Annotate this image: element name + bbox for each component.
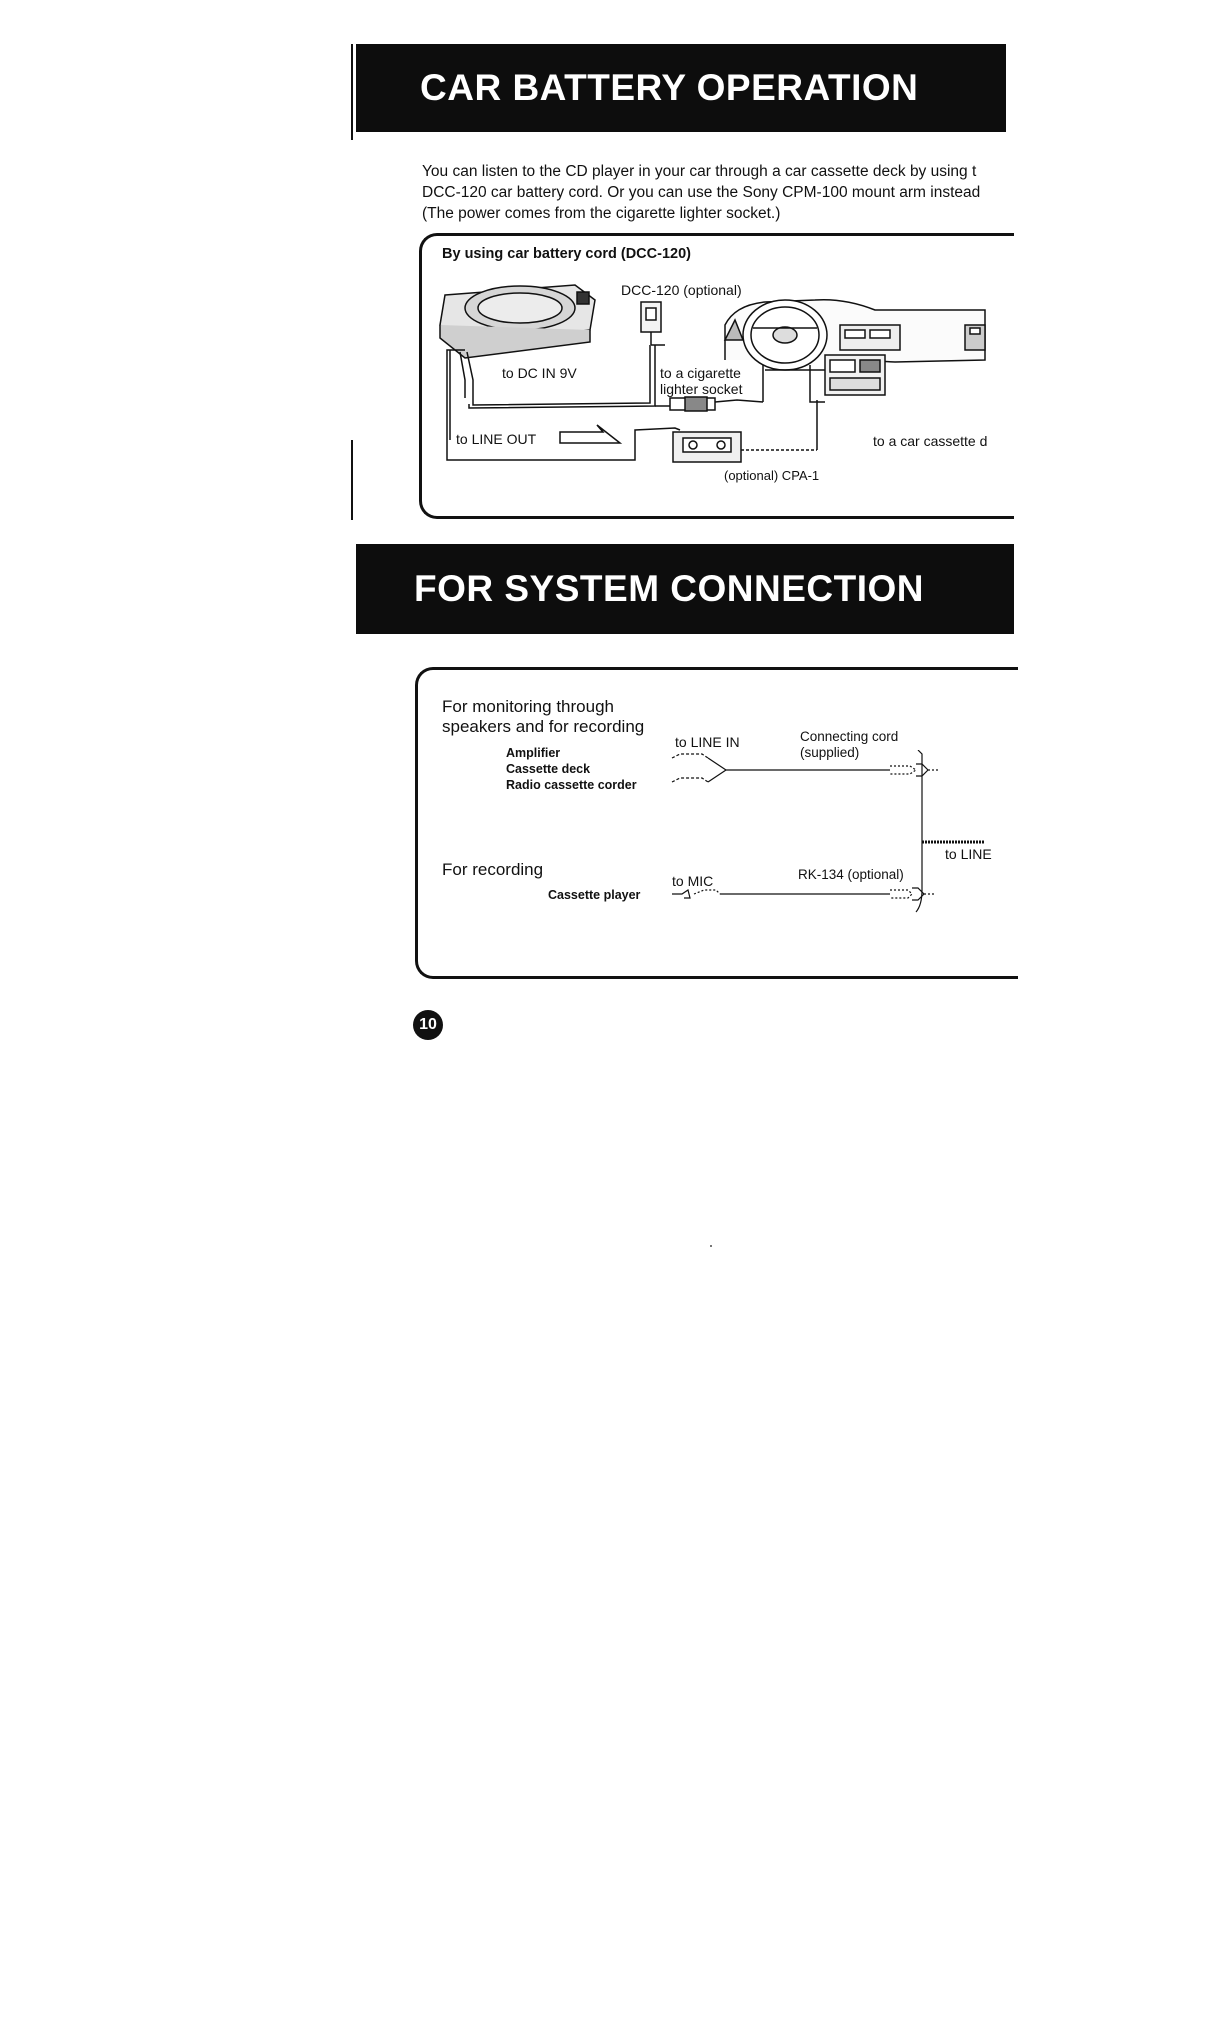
device-amplifier: Amplifier <box>506 746 561 760</box>
cd-player-illustration <box>440 285 595 358</box>
label-dc-in: to DC IN 9V <box>502 365 577 381</box>
intro-line: You can listen to the CD player in your car through a car cassette deck by using t <box>422 163 977 180</box>
label-cigarette-1: to a cigarette <box>660 365 741 381</box>
intro-paragraph <box>422 161 1012 224</box>
monitoring-heading-1: For monitoring through <box>442 697 614 716</box>
section-title-system-connection <box>356 544 1014 634</box>
dcc-120-adapter <box>641 302 665 345</box>
label-dcc-120: DCC-120 (optional) <box>621 282 742 298</box>
device-radio-cassette: Radio cassette corder <box>506 778 637 792</box>
speck <box>710 1245 712 1247</box>
label-connecting-cord: Connecting cord <box>800 729 899 744</box>
device-cassette-deck: Cassette deck <box>506 762 591 776</box>
label-supplied: (supplied) <box>800 745 860 760</box>
section-title-text: CAR BATTERY OPERATION <box>420 67 919 108</box>
page-number-badge <box>413 1010 443 1040</box>
section-title-text: FOR SYSTEM CONNECTION <box>414 568 925 609</box>
intro-line: DCC-120 car battery cord. Or you can use the Sony CPM-100 mount arm instead <box>422 184 981 201</box>
monitoring-heading-2: speakers and for recording <box>442 717 645 736</box>
label-cpa-1: (optional) CPA-1 <box>724 468 820 483</box>
label-rk-134: RK-134 (optional) <box>798 867 904 882</box>
label-mic: to MIC <box>672 873 714 889</box>
section-title-car-battery <box>356 44 1006 132</box>
label-to-line: to LINE <box>945 846 992 862</box>
device-cassette-player: Cassette player <box>548 888 641 902</box>
label-car-cassette: to a car cassette d <box>873 433 988 449</box>
car-dashboard-illustration <box>725 300 985 402</box>
recording-heading: For recording <box>442 860 544 879</box>
label-cigarette-2: lighter socket <box>660 381 743 397</box>
label-line-out: to LINE OUT <box>456 431 537 447</box>
intro-line: (The power comes from the cigarette lighter socket.) <box>422 205 781 222</box>
page-number: 10 <box>419 1016 437 1033</box>
label-line-in: to LINE IN <box>675 734 740 750</box>
banner-edge-line <box>1010 544 1014 634</box>
margin-rule <box>351 440 353 520</box>
car-diagram-heading: By using car battery cord (DCC-120) <box>442 246 691 262</box>
system-cord-diagram <box>660 750 1000 920</box>
banner-edge-line <box>351 44 353 140</box>
